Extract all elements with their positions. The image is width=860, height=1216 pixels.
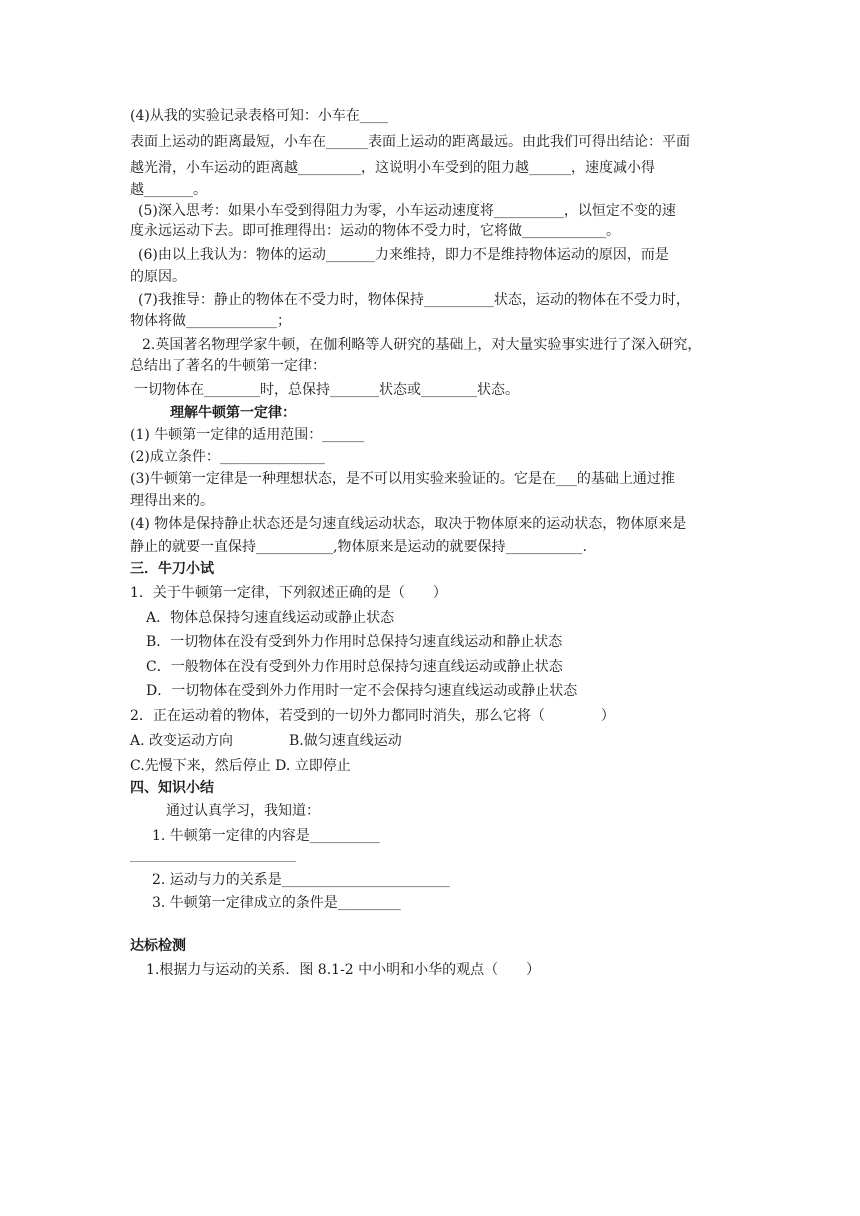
option-b: B．一切物体在没有受到外力作用时总保持匀速直线运动和静止状态 (146, 634, 563, 650)
options-cd: C.先慢下来，然后停止 D. 立即停止 (130, 758, 351, 774)
question-text: 2．正在运动着的物体，若受到的一切外力都同时消失，那么它将（ ） (130, 708, 615, 724)
options-ab: A. 改变运动方向 B.做匀速直线运动 (130, 733, 402, 749)
text-line: 的原因。 (130, 269, 186, 285)
summary-item: 3. 牛顿第一定律成立的条件是_________ (152, 895, 401, 911)
text-line: 越光滑，小车运动的距离越_________，这说明小车受到的阻力越______，速度减小得 (130, 160, 655, 176)
option-d: D．一切物体在受到外力作用时一定不会保持匀速直线运动或静止状态 (146, 683, 578, 699)
option-c: C．一般物体在没有受到外力作用时总保持匀速直线运动或静止状态 (146, 659, 563, 675)
section-subheading: 理解牛顿第一定律： (170, 405, 296, 421)
text-line: (4) 物体是保持静止状态还是匀速直线运动状态，取决于物体原来的运动状态，物体原来是 (130, 516, 687, 532)
text-line: (7)我推导：静止的物体在不受力时，物体保持__________状态，运动的物体在不受力时， (138, 292, 690, 308)
summary-item: 1. 牛顿第一定律的内容是__________ (152, 828, 380, 844)
text-line: (1) 牛顿第一定律的适用范围：______ (130, 427, 365, 443)
answer-line (130, 861, 296, 862)
section-heading: 三．牛刀小试 (130, 561, 214, 577)
text-line: (2)成立条件：_______________ (130, 449, 325, 465)
text-line: (4)从我的实验记录表格可知：小车在____ (130, 108, 388, 124)
summary-item: 2. 运动与力的关系是________________________ (152, 872, 450, 888)
section-heading: 达标检测 (130, 938, 186, 954)
text-line: 总结出了著名的牛顿第一定律： (130, 358, 326, 374)
text-line: 表面上运动的距离最短，小车在______表面上运动的距离最远。由此我们可得出结论：平面 (130, 134, 690, 150)
question-text: 1.根据力与运动的关系．图 8.1-2 中小明和小华的观点（ ） (146, 962, 541, 978)
text-line: 理得出来的。 (130, 493, 214, 509)
text-line: (6)由以上我认为：物体的运动_______力来维持，即力不是维持物体运动的原因，而是 (138, 247, 669, 263)
text-line: 一切物体在________时，总保持_______状态或________状态。 (134, 382, 519, 398)
section-heading: 四、知识小结 (130, 780, 214, 796)
text-line: (5)深入思考：如果小车受到得阻力为零，小车运动速度将__________，以恒定不变的速 (138, 203, 676, 219)
option-a: A．物体总保持匀速直线运动或静止状态 (146, 610, 395, 626)
question-text: 1．关于牛顿第一定律，下列叙述正确的是（ ） (130, 585, 447, 601)
text-line: 物体将做_____________； (130, 313, 291, 329)
text-line: 越_______。 (130, 182, 207, 198)
text-line: 度永远运动下去。即可推理得出：运动的物体不受力时，它将做____________。 (130, 223, 620, 239)
text-line: 静止的就要一直保持___________,物体原来是运动的就要保持___________. (130, 539, 587, 555)
text-line: (3)牛顿第一定律是一种理想状态，是不可以用实验来验证的。它是在___的基础上通过推 (130, 471, 675, 487)
text-line: 通过认真学习，我知道： (166, 803, 320, 819)
text-line: 2.英国著名物理学家牛顿，在伽利略等人研究的基础上，对大量实验事实进行了深入研究， (142, 337, 702, 353)
